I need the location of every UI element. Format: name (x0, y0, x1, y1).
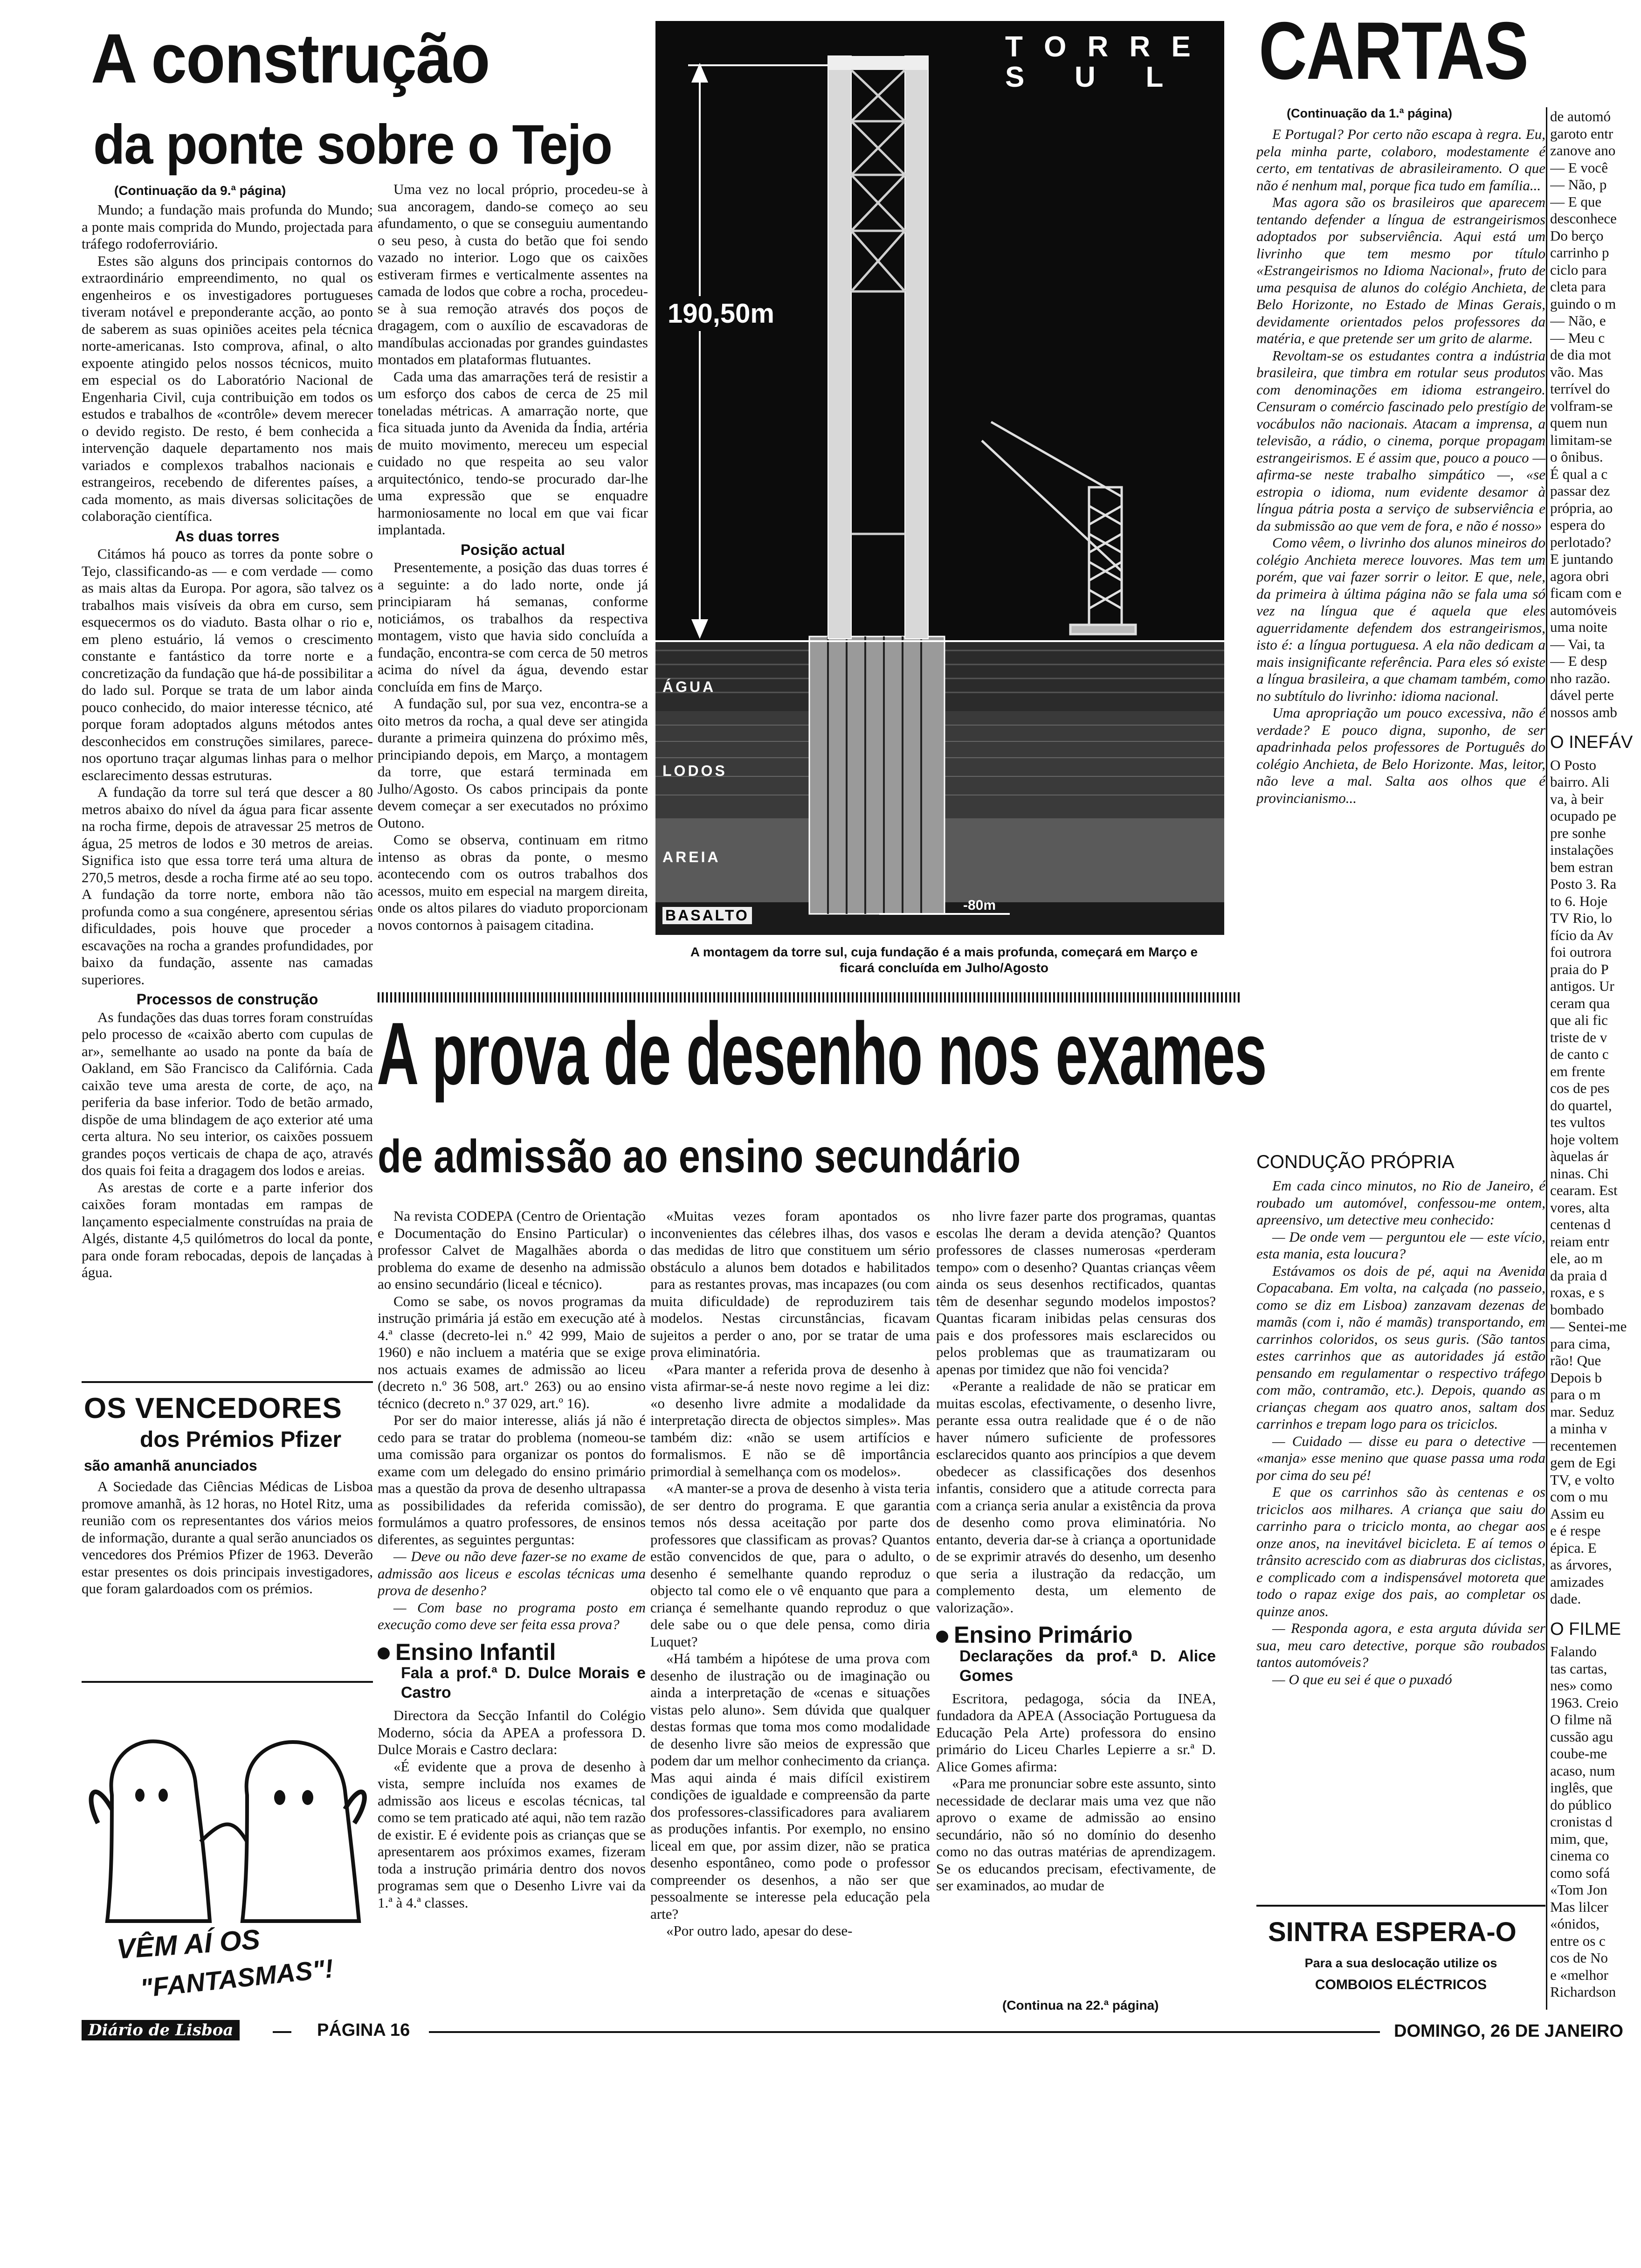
depth-label: -80m (963, 898, 996, 913)
edge-text-line: desconhece (1550, 210, 1617, 227)
desenho-title-line2: de admissão ao ensino secundário (378, 1130, 1021, 1182)
edge-text-line: É qual a c (1550, 465, 1608, 482)
cartas-continuation: (Continuação da 1.ª página) (1287, 106, 1453, 120)
desenho-column-2 (650, 1208, 930, 2012)
desenho-title-line1: A prova de desenho nos exames (377, 1004, 1267, 1103)
conducao-column (1256, 1177, 1545, 1900)
edge-text-line: foi outrora (1550, 944, 1612, 960)
ghost-left (107, 1741, 210, 1921)
paragraph: Presentemente, a posição das duas torres é a seguinte: a do lado norte, onde já principiaram há semanas, conforme noticiámos, os trabalhos da respectiva montagem, visto que havia sido concluída a fundação, encontra-se com cerca de 50 metros acima do nível da água, devendo estar concluída em fins de Março. (378, 559, 648, 695)
paragraph: A Sociedade das Ciências Médicas de Lisboa promove amanhã, às 12 horas, no Hotel Ritz, uma reunião com os representantes dos vários meios de informação, durante a qual serão anunciados os vencedores dos Prémios Pfizer de 1963. Deverão estar presentes os dois principais investigadores, que foram galardoados com os prémios. (82, 1478, 373, 1597)
edge-text-line: Mas lilcer (1550, 1898, 1608, 1915)
paragraph: — Deve ou não deve fazer-se no exame de admissão aos liceus e escolas técnicas uma prova de desenho? (378, 1548, 646, 1598)
footer-page-label: PÁGINA 16 (317, 2020, 410, 2040)
paragraph: — Cuidado — disse eu para o detective — «manja» esse menino que quase passa uma roda por cima do seu pé! (1256, 1432, 1545, 1483)
edge-text-line: cearam. Est (1550, 1182, 1618, 1198)
edge-text-line: O Posto (1550, 756, 1597, 773)
edge-text-line: rão! Que (1550, 1352, 1601, 1369)
edge-text-line: acaso, num (1550, 1762, 1615, 1779)
vencedores-title: OS VENCEDORES (84, 1392, 342, 1424)
paragraph: «A manter-se a prova de desenho à vista teria de ser dentro do programa. E que garantia temos nós dessa aceitação por parte dos professores que classificam as provas? Quantos estão convencidos de que, para o adulto, o desenho é semelhante quando reproduz o objecto tal como ele o vê enquanto que para a criança é semelhante quando reproduz o que dele sabe ou o que dele pensa, como diria Luquet? (650, 1480, 930, 1650)
sintra-title: SINTRA ESPERA-O (1268, 1917, 1517, 1947)
edge-text-line: cussão agu (1550, 1728, 1613, 1745)
edge-text-line: da praia d (1550, 1267, 1607, 1284)
tower-diagram (655, 21, 1224, 935)
paragraph: As arestas de corte e a parte inferior dos caixões foram montadas em rampas de lançamento especialmente construídas na praia de Algés, distante 4,5 quilómetros do local da ponte, para onde foram rebocadas, depois de lançadas à água. (82, 1179, 373, 1280)
edge-text-line: cleta para (1550, 278, 1606, 295)
edge-text-line: espera do (1550, 517, 1605, 533)
edge-text-line: de canto c (1550, 1046, 1609, 1062)
edge-text-line: «Tom Jon (1550, 1881, 1607, 1898)
edge-text-line: reiam entr (1550, 1233, 1609, 1250)
edge-text-line: hoje voltem (1550, 1131, 1619, 1148)
paragraph: Directora da Secção Infantil do Colégio Moderno, sócia da APEA a professora D. Dulce Morais e Castro declara: (378, 1707, 646, 1757)
paragraph: Por ser do maior interesse, aliás já não é cedo para se tratar do problema (nomeou-se uma comissão para organizar os pontos do exame com um delegado do ensino primário mas a questão da prova de desenho ultrapassa as possibilidades da referida comissão), formulámos a quatro professores, de ensinos diferentes, as seguintes perguntas: (378, 1412, 646, 1548)
edge-text-line: — Vai, ta (1550, 636, 1605, 652)
edge-text-line: triste de v (1550, 1029, 1607, 1045)
footer-date: DOMINGO, 26 DE JANEIRO (1394, 2021, 1623, 2041)
paragraph: «É evidente que a prova de desenho à vista, sempre incluída nos exames de admissão aos liceus e escolas técnicas, tal como se tem praticado até aqui, não tem razão de existir. E é evidente pois as crianças que se apresentarem aos próximos exames, fizeram toda a instrução primária dentro dos novos programas sem que o Desenho Livre vai da 1.ª à 4.ª classes. (378, 1758, 646, 1911)
paragraph: Como vêem, o livrinho dos alunos mineiros do colégio Anchieta merece louvores. Mas tem um porém, que vai fazer sorrir o leitor. E que, nele, da primeira à última página não se fala uma só vez na língua que é aquela que eles aguerridamente defendem dos estrangeirismos, isto é: a língua portuguesa. A ela não dedicam a mais insignificante referência. Para eles só existe a língua brasileira, a que chamam também, como no subtítulo do livrinho: idioma nacional. (1256, 534, 1545, 704)
ad-line2: "FANTASMAS"! (138, 1953, 335, 2003)
section-heading-processes: Processos de construção (136, 991, 318, 1008)
tower-top-beam (828, 56, 928, 70)
ghost-right (242, 1742, 359, 1921)
vencedores-kicker: são amanhã anunciados (84, 1457, 257, 1474)
edge-text-line: dade. (1550, 1590, 1581, 1607)
edge-text-line: para cima, (1550, 1335, 1611, 1352)
edge-text-line: zanove ano (1550, 142, 1616, 159)
edge-text-line: nes» como (1550, 1677, 1613, 1694)
divider-stripes (378, 992, 1240, 1003)
edge-text-line: — E desp (1550, 653, 1607, 669)
edge-text-line: cos de No (1550, 1950, 1608, 1966)
bridge-tower-photo (655, 21, 1224, 935)
edge-text-line: antigos. Ur (1550, 978, 1614, 994)
edge-text-line: Do berço (1550, 227, 1604, 244)
edge-text-line: àquelas ár (1550, 1148, 1608, 1164)
edge-text-line: ciclo para (1550, 261, 1607, 278)
edge-text-line: do público (1550, 1796, 1612, 1813)
edge-text-line: to 6. Hoje (1550, 892, 1608, 909)
edge-text-line: entre os c (1550, 1932, 1606, 1949)
edge-text-line: nho razão. (1550, 670, 1611, 686)
edge-text-line: 1963. Creio (1550, 1694, 1619, 1711)
edge-text-line: perlotado? (1550, 533, 1611, 550)
paragraph: Na revista CODEPA (Centro de Orientação e Documentação do Ensino Particular) o professor Calvet de Magalhães aborda o problema do exame de desenho na admissão ao ensino secundário (liceal e técnico). (378, 1208, 646, 1292)
edge-text-line: guindo o m (1550, 295, 1616, 312)
edge-text-line: cos de pes (1550, 1080, 1610, 1096)
paragraph: Como se observa, continuam em ritmo intenso as obras da ponte, o mesmo acontecendo com os outros trabalhos dos acessos, muito em especial na margem direita, onde os altos pilares do viaduto proporcionam novos contornos à paisagem citadina. (378, 831, 648, 933)
edge-text-line: Falando (1550, 1643, 1597, 1660)
edge-text-line: Richardson (1550, 1984, 1616, 2000)
sintra-line2: COMBOIOS ELÉCTRICOS (1315, 1977, 1487, 1992)
paragraph: A fundação da torre sul terá que descer a 80 metros abaixo do nível da água para ficar assente na rocha firme, depois de atravessar 25 metros de água, 25 metros de lodos e 30 metros de areias. Significa isto que essa torre terá uma altura de 270,5 metros, desde a rocha firme até ao seu topo. A fundação da torre norte, embora não tão profunda como a sua congénere, apresentou sérias dificuldades, pois houve que proceder a escavações na rocha a grandes profundidades, por baixo da fundação, assente nas camadas superiores. (82, 784, 373, 988)
label-basalt: BASALTO (662, 907, 752, 924)
height-dimension-arrow (688, 65, 828, 636)
edge-text-line: ele, ao m (1550, 1250, 1603, 1266)
floating-crane (982, 422, 1136, 634)
primario-subheading: Declarações da prof.ª D. Alice Gomes (959, 1647, 1216, 1685)
vencedores-subtitle: dos Prémios Pfizer (140, 1427, 342, 1452)
divider (82, 1381, 373, 1383)
edge-text-line: recentemen (1550, 1437, 1617, 1454)
edge-text-line: carrinho p (1550, 244, 1609, 261)
edge-text-line: Depois b (1550, 1369, 1602, 1386)
desenho-continuation: (Continua na 22.ª página) (1002, 1998, 1159, 2012)
edge-text-line: cronistas d (1550, 1813, 1613, 1830)
paragraph: «Perante a realidade de não se praticar em muitas escolas, efectivamente, o desenho livre, perante essa outra realidade que é o de não haver número suficiente de professores esclarecidos quanto aos princípios a que devem obedecer as classificações dos desenhos infantis, considero que a atitude correcta para com a criança seria anular a existência da prova de desenho como prova eliminatória. No entanto, deveria dar-se à criança a oportunidade de se exprimir através do desenho, um desenho que seria a ilustração da redacção, um complemento desta, um elemento de valorização». (936, 1378, 1216, 1616)
edge-text-line: inglês, que (1550, 1779, 1613, 1796)
edge-text-line: tes vultos (1550, 1114, 1605, 1130)
paragraph: Mas agora são os brasileiros que aparecem tentando defender a língua de estrangeirismos adoptados por subserviência. Aqui está um livrinho que tem mesmo por título «Estrangeirismos no Idioma Nacional», fruto de uma pesquisa de alunos do colégio Anchieta, de Belo Horizonte, no Estado de Minas Gerais, devidamente orientados pelos professores da matéria, e que pretende ser um grito de alarme. (1256, 194, 1545, 346)
paragraph: E Portugal? Por certo não escapa à regra. Eu, pela minha parte, colaboro, modestamente é certo, em tentativas de abrasileiramento. O que não é nenhum mal, porque fica tudo em família... (1256, 126, 1545, 194)
edge-text-line: Assim eu (1550, 1505, 1605, 1522)
section-heading-current: Posição actual (460, 541, 565, 558)
edge-text-line: do quartel, (1550, 1097, 1612, 1113)
desenho-column-3 (936, 1208, 1216, 1996)
edge-heading-filme: O FILME (1550, 1619, 1621, 1639)
paragraph: «Por outro lado, apesar do dese- (666, 1922, 853, 1939)
paragraph: Revoltam-se os estudantes contra a indústria brasileira, que timbra em rotular seus produtos com denominações em idioma estrangeiro. Censuram o comércio fascinado pelo prestígio de vocábulos não nacionais. Atacam a imprensa, a televisão, a rádio, o cinema, porque propagam estrangeirismos. E é assim que, pouco a pouco — afirma-se neste trabalho simpático —, «se estropia o idioma, num evidente desamor à língua pátria posta a serviço de subserviência e da submissão ao que vem de fora, e não é nosso» (1256, 347, 1545, 534)
edge-text-line: gem de Egi (1550, 1454, 1616, 1471)
tower-leg-left (828, 56, 851, 639)
label-sand: AREIA (662, 849, 721, 865)
edge-text-line: centenas d (1550, 1216, 1611, 1232)
edge-text-line: — E você (1550, 159, 1608, 176)
vencedores-body (82, 1478, 373, 1679)
edge-text-line: «ónidos, (1550, 1915, 1600, 1932)
edge-heading-inefavel: O INEFÁV (1550, 733, 1633, 752)
desenho-column-1 (378, 1208, 646, 2012)
bridge-column-1 (82, 201, 373, 1379)
paragraph: «Muitas vezes foram apontados os inconvenientes das célebres ilhas, dos vasos e das medidas de litro que constituem um sério obstáculo a alunos bem dotados e habilitados para as restantes provas, mas incapazes (ou com muita dificuldade) de reproduzirem tais modelos. Nestas circunstâncias, ficavam sujeitos a perder o ano, por se tratar de uma prova eliminatória. (650, 1208, 930, 1360)
edge-text-line: E juntando (1550, 551, 1613, 567)
edge-text-line: ficam com e (1550, 585, 1622, 601)
paragraph: nho livre fazer parte dos programas, quantas escolas lhe deram a devida atenção? Quantos professores de classes numerosas «perderam tempo» com o desenho? Quantas crianças vêem ainda os seus desenhos rectificados, quantas têm de desenhar segundo modelos impostos? Quantas ficaram inibidas pelas censuras dos pais e dos professores mais esclarecidos ou pelos problemas que as traumatizaram ou apenas por timidez que não foi vencida? (936, 1208, 1216, 1377)
edge-text-line: épica. E (1550, 1539, 1597, 1556)
paragraph: — Responda agora, e esta arguta dúvida ser sua, meu caro detective, porque são roubados tantos automóveis? (1256, 1620, 1545, 1670)
edge-text-line: volfram-se (1550, 397, 1613, 414)
edge-text-line: limitam-se (1550, 431, 1612, 448)
edge-text-line: vão. Mas (1550, 363, 1603, 380)
edge-text-line: que ali fic (1550, 1012, 1608, 1028)
paragraph: A fundação sul, por sua vez, encontra-se a oito metros da rocha, a qual deve ser atingida durante a primeira quinzena do próximo mês, principiando depois, em Março, a montagem da torre, que estará terminada em Julho/Agosto. Os cabos principais da ponte devem começar a ser executados no próximo Outono. (378, 695, 648, 831)
edge-text-line: mim, que, (1550, 1830, 1608, 1847)
infantil-subheading: Fala a prof.ª D. Dulce Morais e Castro (401, 1664, 646, 1701)
photo-title-line1: T O R R E (1005, 31, 1197, 63)
paragraph: Citámos há pouco as torres da ponte sobre o Tejo, classificando-as — e com verdade — como as mais altas da Europa. Por agora, são talvez os trabalhos mais visíveis da obra em curso, sem esquecermos os do viaduto. Basta olhar o rio e, em pleno estuário, lá vemos o crescimento constante e fantástico da torre norte e a concretização da fundação que há-de possibilitar a do lado sul. Porque se trata de um labor ainda pouco conhecido, do maior interesse técnico, até porque foram adoptados alguns métodos antes desconhecidos em construções similares, parece-nos oportuno traçar algumas linhas para o melhor esclarecimento dessas estruturas. (82, 546, 373, 783)
paragraph: Mundo; a fundação mais profunda do Mundo; a ponte mais comprida do Mundo, projectada para tráfego rodoferroviário. (82, 201, 373, 252)
right-edge-column (1550, 108, 1641, 2011)
edge-text-line: — Não, e (1550, 312, 1606, 329)
edge-text-line: — Sentei-me (1550, 1318, 1627, 1335)
bridge-continuation: (Continuação da 9.ª página) (114, 183, 286, 198)
edge-text-line: va, à beir (1550, 790, 1604, 807)
paragraph: Estávamos os dois de pé, aqui na Avenida Copacabana. Em volta, na calçada (no passeio, como se diz em Lisboa) zanzavam dezenas de mamãs (com i, não é mamãs) transportando, em carrinhos coloridos, os seus guris. (São tantos estes carrinhos que as autoridades já estão pensando em regulamentar o respectivo tráfego com mão, contramão, etc.). Depois, quando as crianças chegam aos quatro anos, saltam dos carrinhos e trepam logo para os triciclos. (1256, 1262, 1545, 1432)
edge-text-line: dável perte (1550, 687, 1614, 703)
paragraph: «Para me pronunciar sobre este assunto, sinto necessidade de declarar mais uma vez que não aprovo o exame de admissão ao ensino secundário, não só no domínio do desenho como no das outras matérias de aprendizagem. Se os educandos precisam, efectivamente, de ser examinados, ao mudar de (936, 1775, 1216, 1894)
cartas-column (1256, 126, 1545, 1140)
edge-text-line: tas cartas, (1550, 1660, 1607, 1677)
paragraph: Escritora, pedagoga, sócia da INEA, fundadora da APEA (Associação Portuguesa da Educação Pela Arte) professora do ensino primário do Liceu Charles Lepierre a sr.ª D. Alice Gomes afirma: (936, 1690, 1216, 1775)
edge-text-line: ocupado pe (1550, 808, 1617, 824)
edge-text-line: vores, alta (1550, 1199, 1610, 1216)
edge-text-line: uma noite (1550, 619, 1608, 635)
paragraph: Em cada cinco minutos, no Rio de Janeiro, é roubado um automóvel, confessou-me ontem, apreensivo, um detective meu conhecido: (1256, 1177, 1545, 1228)
ad-line1: VÊM AÍ OS (116, 1923, 261, 1965)
column-rule (1546, 107, 1547, 2010)
paragraph: As fundações das duas torres foram construídas pelo processo de «caixão aberto com cupulas de ar», semelhante ao usado na ponte da baía de Oakland, em São Francisco da Califórnia. Cada caixão teve uma aresta de corte, de aço, na periferia da base inferior. Todo de betão armado, dispõe de uma blindagem de aço exterior até uma certa altura. No seu interior, os caixões possuem grandes poços verticais de chapa de aço, através dos quais foi feita a dragagem dos lodos e areias. (82, 1009, 373, 1178)
edge-text-line: — Não, p (1550, 176, 1607, 193)
footer-rule (273, 2031, 291, 2033)
edge-text-line: ceram qua (1550, 995, 1610, 1011)
footer-rule (429, 2031, 1380, 2033)
edge-text-line: TV Rio, lo (1550, 910, 1612, 926)
edge-text-line: praia do P (1550, 961, 1609, 977)
edge-text-line: agora obri (1550, 567, 1609, 584)
edge-text-line: automóveis (1550, 602, 1617, 618)
paragraph: Estes são alguns dos principais contornos do extraordinário empreendimento, no qual os engenheiros e os investigadores portugueses tiveram notável e preponderante acção, ao ponto de saberem as suas opiniões aceites pela técnica norte-americanas. Isto comprova, afinal, o alto expoente atingido pelos nossos técnicos, muito em especial os do Laboratório Nacional de Engenharia Civil, cuja contribuição em todos os estudos e trabalhos de «contrôle» devem merecer o devido registo. De resto, é bem conhecida a intervenção daquele departamento nos mais variados e complexos trabalhos nacionais e estrangeiros, recebendo de diferentes países, a cada momento, as mais diversas solicitações de colaboração científica. (82, 252, 373, 524)
edge-text-line: O filme nã (1550, 1711, 1612, 1728)
edge-text-line: — E que (1550, 193, 1602, 210)
cartas-title: CARTAS (1259, 6, 1528, 97)
edge-text-line: quem nun (1550, 415, 1608, 431)
edge-text-line: roxas, e s (1550, 1284, 1605, 1300)
divider (1256, 1905, 1545, 1907)
paragraph: «Para manter a referida prova de desenho à vista afirmar-se-á neste novo regime a lei diz: «o desenho livre admite a modalidade da interpretação directa de objectos simples». Mas também diz: «não se usem artifícios e formalismos. E não se dê importância primordial à semelhança com os modelos». (650, 1361, 930, 1480)
edge-text-line: ninas. Chi (1550, 1165, 1609, 1182)
conducao-heading: CONDUÇÃO PRÓPRIA (1256, 1152, 1455, 1172)
edge-text-line: e é respe (1550, 1522, 1601, 1539)
paragraph: Como se sabe, os novos programas da instrução primária já estão em execução até à 4.ª classe (decreto-lei n.º 42 999, Maio de 1960) e não incluem a matéria que se exige nos actuais exames de admissão ao liceu (decreto n.º 36 508, art.º 263) ou ao ensino técnico (decreto n.º 37 029, art.º 16). (378, 1293, 646, 1411)
edge-text-line: própria, ao (1550, 499, 1613, 516)
paragraph: — Com base no programa posto em execução como deve ser feita essa prova? (378, 1599, 646, 1632)
caisson-foundation (809, 636, 945, 914)
bullet-icon (936, 1631, 948, 1643)
photo-caption: A montagem da torre sul, cuja fundação é a mais profunda, começará em Março e ficará concluída em Julho/Agosto (690, 945, 1198, 975)
paragraph: «Há também a hipótese de uma prova com desenho de ilustração ou de imaginação ou ainda a interpretação de «cenas e situações vistas pelo aluno». Sem dúvida que qualquer destas formas que toma mos como modalidade de desenho livre são meios de expressão que podem dar um melhor conhecimento da criança. Mas aqui ainda é mais difícil existirem condições de igualdade e compreensão da parte dos professores-classificadores para avaliarem as produções infantis. Por exemplo, no ensino liceal em que, por assim dizer, não se pratica desenho espontâneo, como pode o professor compreender os desenhos, a não ser que pessoalmente se interesse pela educação pela arte? (650, 1650, 930, 1922)
edge-text-line: bombado (1550, 1301, 1604, 1318)
bridge-title-line1: A construção (91, 19, 490, 97)
height-label: 190,50m (665, 296, 777, 331)
footer-masthead: Diário de Lisboa (82, 2020, 240, 2040)
edge-text-line: como sofá (1550, 1864, 1610, 1881)
edge-text-line: a minha v (1550, 1420, 1607, 1437)
edge-text-line: mar. Seduz (1550, 1403, 1614, 1420)
edge-text-line: para o m (1550, 1386, 1601, 1403)
edge-text-line: garoto entr (1550, 125, 1613, 142)
edge-text-line: o ônibus. (1550, 449, 1603, 465)
edge-text-line: em frente (1550, 1063, 1605, 1079)
photo-title-line2: S U L (1005, 61, 1170, 93)
section-heading-primario: Ensino Primário (936, 1626, 1216, 1644)
edge-text-line: cinema co (1550, 1847, 1609, 1864)
paragraph: — O que eu sei é que o puxadó (1272, 1671, 1452, 1687)
edge-text-line: instalações (1550, 842, 1614, 858)
edge-text-line: bairro. Ali (1550, 774, 1610, 790)
edge-text-line: TV, e volto (1550, 1471, 1615, 1488)
label-mud: LODOS (662, 762, 727, 779)
edge-text-line: nossos amb (1550, 704, 1617, 720)
sintra-line1: Para a sua deslocação utilize os (1304, 1956, 1497, 1970)
label-water: ÁGUA (662, 678, 716, 695)
edge-text-line: pre sonhe (1550, 824, 1606, 841)
edge-text-line: bem estran (1550, 858, 1613, 875)
edge-text-line: e «melhor (1550, 1966, 1608, 1983)
bullet-icon (378, 1647, 390, 1660)
edge-text-line: amizades (1550, 1573, 1604, 1590)
edge-text-line: com o mu (1550, 1488, 1608, 1505)
edge-text-line: as árvores, (1550, 1556, 1612, 1573)
paragraph: Cada uma das amarrações terá de resistir a um esforço dos cabos de cerca de 25 mil toneladas métricas. A amarração norte, que fica situada junto da Avenida da Índia, artéria de muito movimento, mereceu um especial cuidado no que respeita ao seu valor arquitectónico, tendo-se procurado dar-lhe uma expressão que se enquadre harmoniosamente no local em que vai ficar implantada. (378, 368, 648, 538)
edge-text-line: de dia mot (1550, 346, 1611, 363)
bridge-column-2 (378, 181, 648, 981)
paragraph: E que os carrinhos são às centenas e os triciclos aos milhares. A criança que saiu do carrinho para o triciclo monta, ao chegar aos onze anos, na inevitável bicicleta. E aí temos o trânsito acrescido com as diabruras dos ciclistas, e complicado com a indispensável motoreta que todo o rapaz exige dos pais, ao completar os quinze anos. (1256, 1484, 1545, 1619)
edge-text-line: — Meu c (1550, 329, 1605, 346)
tower-leg-right (905, 56, 928, 639)
paragraph: Uma vez no local próprio, procedeu-se à sua ancoragem, dando-se começo ao seu afundamento, o que se conseguiu aumentando o seu peso, à custa do betão que foi sendo vazado no interior. Logo que os caixões estiveram firmes e verticalmente assentes na camada de lodos que cobre a rocha, procedeu-se à sua remoção através dos poços de dragagem, com o auxílio de escavadoras de mandíbulas accionadas por grandes guindastes montados em plataformas flutuantes. (378, 181, 648, 367)
edge-text-line: passar dez (1550, 483, 1610, 499)
edge-text-line: terrível do (1550, 380, 1610, 397)
edge-text-line: coube-me (1550, 1745, 1607, 1762)
edge-text-line: fício da Av (1550, 927, 1613, 943)
section-heading-infantil: Ensino Infantil (378, 1644, 646, 1661)
paragraph: — De onde vem — perguntou ele — este vício, esta mania, esta loucura? (1256, 1228, 1545, 1262)
divider (82, 1681, 373, 1683)
edge-text-line: Posto 3. Ra (1550, 876, 1617, 892)
section-heading-towers: As duas torres (175, 527, 280, 545)
bridge-title-line2: da ponte sobre o Tejo (93, 113, 612, 176)
ghosts-illustration (84, 1702, 373, 1935)
paragraph: Uma apropriação um pouco excessiva, não é verdade? E pouco digna, suponho, de ser apadrinhada pelos professores de Português do colégio Anchieta, de Belo Horizonte. Mas, leitor, não leve a mal. Salta aos olhos que é provincianismo... (1256, 705, 1545, 806)
edge-text-line: de automó (1550, 108, 1611, 124)
